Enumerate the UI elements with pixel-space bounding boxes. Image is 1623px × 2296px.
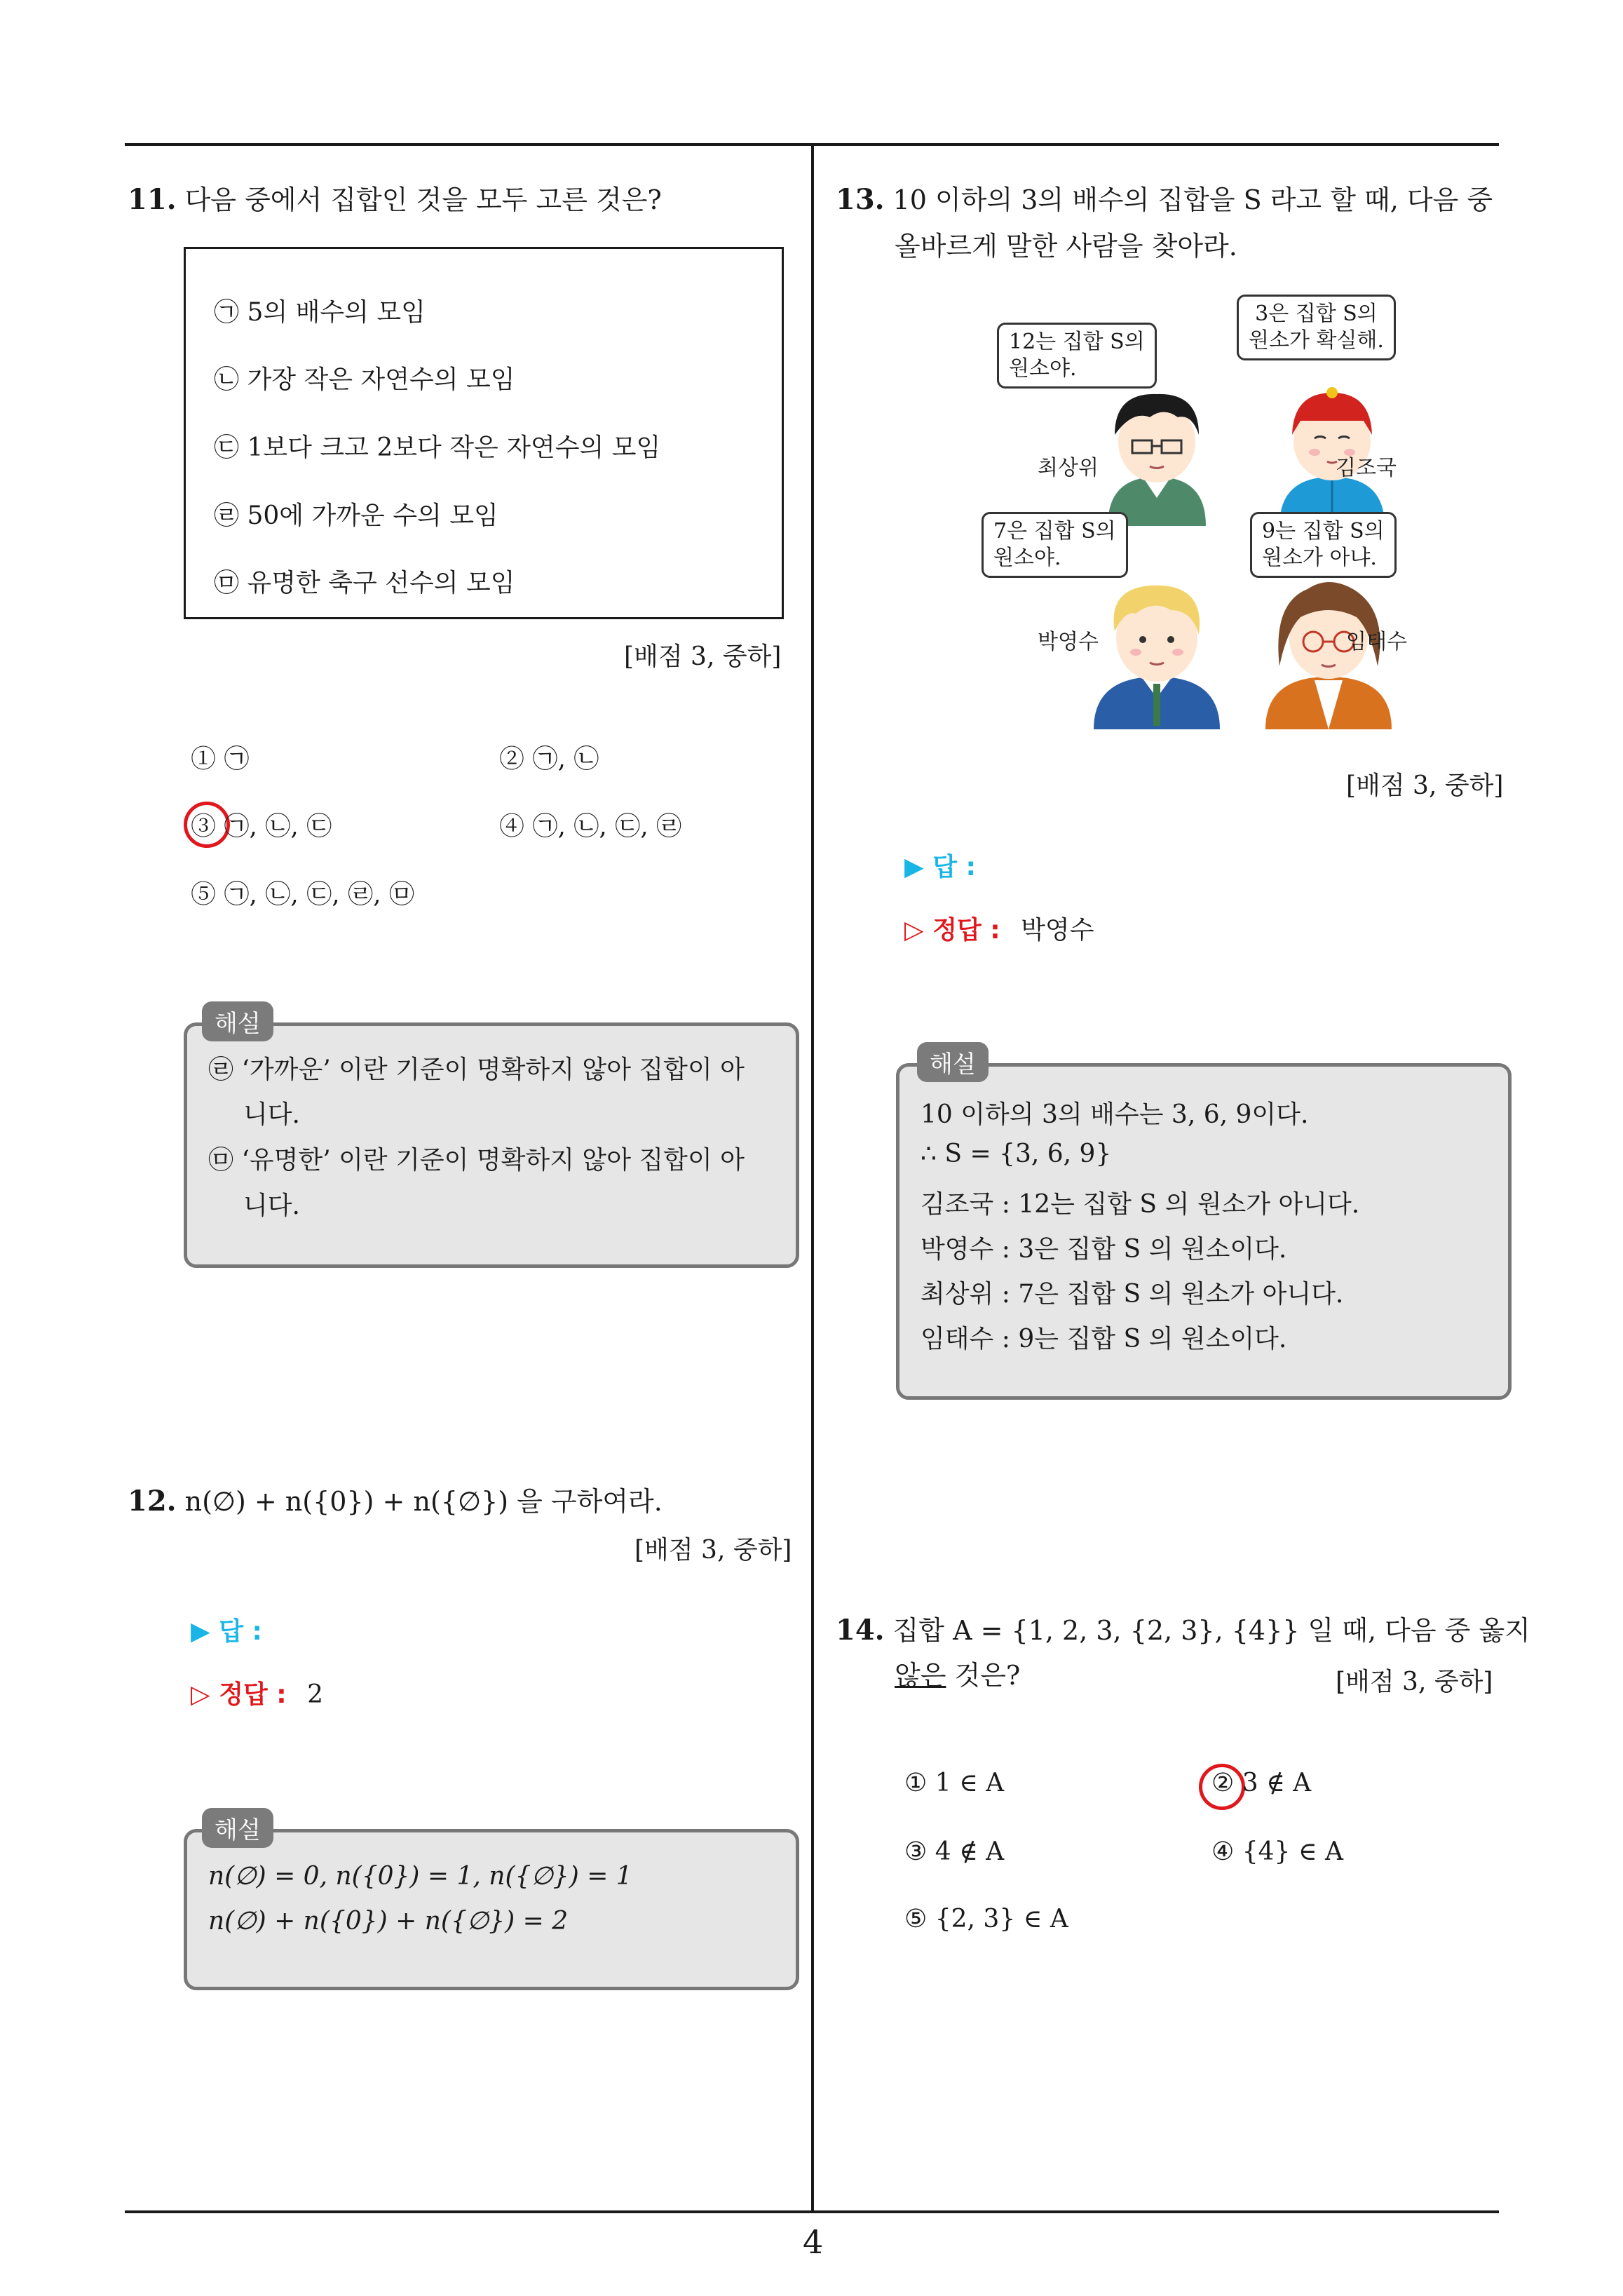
q11-solution-box — [184, 1022, 799, 1268]
solution-line: n(∅) + n({0}) + n({∅}) = 2 — [208, 1907, 569, 1936]
solution-line: ∴ S = {3, 6, 9} — [921, 1140, 1112, 1168]
question-text-cont — [895, 1652, 1020, 1699]
q14-choice-5[interactable]: ⑤ {2, 3} ∈ A — [904, 1905, 1068, 1933]
question-text-rest: 것은? — [946, 1660, 1021, 1691]
name-park: 박영수 — [1038, 630, 1099, 654]
correct-label: ▷ 정답 : — [904, 916, 1000, 945]
speech-line: 9는 집합 S의 — [1262, 519, 1385, 543]
q11-choice-1[interactable]: ① ㉠ — [191, 745, 250, 774]
park-speech-bubble — [982, 512, 1128, 578]
q11-condition-box — [184, 247, 784, 619]
speech-line: 원소가 확실해. — [1249, 328, 1384, 353]
q13-solution-box — [896, 1063, 1512, 1400]
q11-choice-4[interactable]: ④ ㉠, ㉡, ㉢, ㉣ — [499, 812, 682, 841]
question-number: 11. — [128, 183, 177, 216]
condition-item: ㉡ 가장 작은 자연수의 모임 — [214, 365, 515, 394]
q13-correct-row — [904, 910, 1094, 946]
q13-solution-tag: 해설 — [917, 1042, 989, 1082]
q14-choice-1[interactable]: ① 1 ∈ A — [904, 1769, 1005, 1797]
name-kim: 김조국 — [1336, 456, 1397, 480]
q11-choice-3[interactable]: ③ ㉠, ㉡, ㉢ — [191, 812, 332, 841]
speech-line: 7은 집합 S의 — [993, 519, 1116, 543]
kim-figure — [1265, 372, 1399, 526]
question-13 — [836, 177, 1493, 223]
solution-line: ㉤ ‘유명한’ 이란 기준이 명확하지 않아 집합이 아 — [208, 1146, 745, 1175]
condition-item: ㉢ 1보다 크고 2보다 작은 자연수의 모임 — [214, 433, 661, 462]
question-text: 10 이하의 3의 배수의 집합을 S 라고 할 때, 다음 중 — [892, 184, 1493, 215]
correct-value: 박영수 — [1021, 916, 1094, 945]
q11-choice-5[interactable]: ⑤ ㉠, ㉡, ㉢, ㉣, ㉤ — [191, 880, 414, 909]
q13-score: [배점 3, 중하] — [1346, 771, 1504, 800]
page-number: 4 — [803, 2223, 824, 2261]
solution-line: n(∅) = 0, n({0}) = 1, n({∅}) = 1 — [208, 1862, 632, 1891]
solution-line: 최상위 : 7은 집합 S 의 원소가 아니다. — [921, 1280, 1344, 1309]
speech-line: 12는 집합 S의 — [1009, 330, 1145, 354]
correct-label: ▷ 정답 : — [191, 1680, 287, 1709]
correct-value: 2 — [307, 1680, 324, 1709]
speech-line: 3은 집합 S의 — [1255, 302, 1378, 326]
q11-score: [배점 3, 중하] — [624, 642, 782, 671]
park-figure — [1087, 561, 1227, 729]
question-14 — [836, 1607, 1530, 1654]
name-choi: 최상위 — [1038, 456, 1099, 480]
q14-choice-2[interactable]: ② 3 ∉ A — [1211, 1769, 1312, 1797]
question-number: 13. — [836, 183, 885, 216]
choi-figure — [1094, 379, 1220, 526]
choi-speech-bubble — [997, 323, 1157, 389]
solution-line: 10 이하의 3의 배수는 3, 6, 9이다. — [921, 1100, 1309, 1129]
question-text: 다음 중에서 집합인 것을 모두 고른 것은? — [184, 184, 662, 215]
q11-solution-tag: 해설 — [202, 1001, 273, 1041]
q11-choice-2[interactable]: ② ㉠, ㉡ — [499, 745, 599, 774]
solution-line: 니다. — [243, 1100, 300, 1129]
answer-label: ▶ 답 : — [191, 1617, 262, 1646]
q12-solution-box — [184, 1829, 799, 1990]
solution-line: 박영수 : 3은 집합 S 의 원소이다. — [921, 1235, 1287, 1264]
lim-speech-bubble — [1250, 512, 1397, 578]
underlined-word: 않은 — [895, 1660, 946, 1691]
q14-choice-3[interactable]: ③ 4 ∉ A — [904, 1837, 1005, 1866]
q14-choice-4[interactable]: ④ {4} ∈ A — [1211, 1837, 1343, 1866]
q12-solution-tag: 해설 — [202, 1808, 273, 1848]
condition-item: ㉤ 유명한 축구 선수의 모임 — [214, 569, 515, 597]
solution-line: ㉣ ‘가까운’ 이란 기준이 명확하지 않아 집합이 아 — [208, 1055, 745, 1084]
question-11 — [128, 177, 662, 223]
q13-illustration — [982, 295, 1444, 729]
question-text: n(∅) + n({0}) + n({∅}) 을 구하여라. — [184, 1486, 663, 1517]
condition-item: ㉠ 5의 배수의 모임 — [214, 298, 426, 327]
q12-answer-row — [191, 1612, 262, 1647]
column-divider — [811, 143, 814, 2212]
q13-answer-row — [904, 847, 976, 883]
question-text: 집합 A = {1, 2, 3, {2, 3}, {4}} 일 때, 다음 중 옳지 — [892, 1615, 1530, 1646]
q12-score: [배점 3, 중하] — [634, 1536, 792, 1565]
q14-score: [배점 3, 중하] — [1336, 1668, 1493, 1696]
speech-line: 원소야. — [993, 546, 1061, 570]
q12-correct-row — [191, 1675, 323, 1710]
speech-line: 원소가 아냐. — [1262, 546, 1377, 570]
solution-line: 니다. — [243, 1191, 300, 1220]
kim-speech-bubble — [1237, 295, 1396, 360]
answer-label: ▶ 답 : — [904, 853, 976, 882]
bottom-rule — [125, 2210, 1499, 2213]
question-12 — [128, 1478, 663, 1525]
name-lim: 임태수 — [1346, 630, 1407, 654]
question-text-cont: 올바르게 말한 사람을 찾아라. — [895, 231, 1237, 262]
condition-item: ㉣ 50에 가까운 수의 모임 — [214, 501, 498, 530]
speech-line: 원소야. — [1009, 356, 1077, 381]
question-number: 12. — [128, 1485, 177, 1518]
solution-line: 김조국 : 12는 집합 S 의 원소가 아니다. — [921, 1190, 1360, 1219]
question-number: 14. — [836, 1614, 885, 1647]
solution-line: 임태수 : 9는 집합 S 의 원소이다. — [921, 1325, 1287, 1353]
